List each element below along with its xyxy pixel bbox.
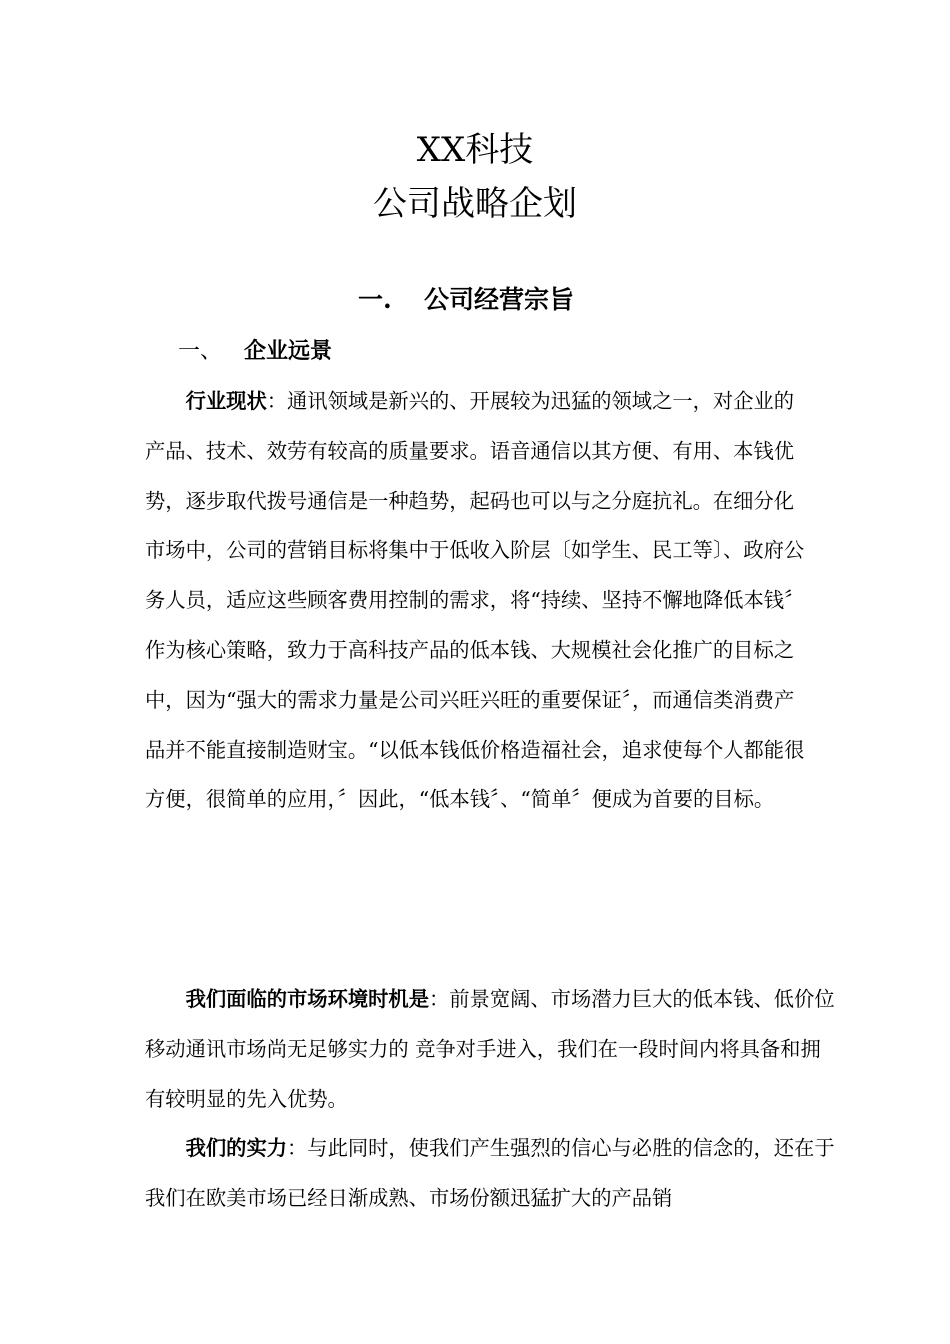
paragraph-our-strength — [145, 1124, 835, 1224]
paragraph-text: ：通讯领域是新兴的、开展较为迅猛的领域之一，对企业的产品、技术、效劳有较高的质量要求。语音通信以其方便、有用、本钱优势，逐步取代拨号通信是一种趋势，起码也可以与之分庭抗礼。在细分化市场中，公司的营销目标将集中于低收入阶层〔如学生、民工等〕、政府公务人员，适应这些顾客费用控制的需求，将“持续、坚持不懈地降低本钱〞作为核心策略，致力于高科技产品的低本钱、大规模社会化推广的目标之中，因为“强大的需求力量是公司兴旺兴旺的重要保证〞，而通信类消费产品并不能直接制造财宝。“以低本钱低价格造福社会，追求使每个人都能很方便，很简单的应用，〞因此，“低本钱〞、“简单〞便成为首要的目标。 — [145, 389, 805, 812]
section-title: 公司经营宗旨 — [424, 285, 575, 314]
subsection-number: 一、 — [178, 339, 223, 364]
subsection-heading — [178, 334, 332, 369]
document-title-plan: 公司战略企划 — [373, 184, 577, 224]
paragraph-industry-status — [145, 377, 813, 825]
paragraph-text: ：与此同时，使我们产生强烈的信心与必胜的信念的，还在于我们在欧美市场已经日渐成熟、市场份额迅猛扩大的产品销 — [145, 1136, 835, 1210]
section-number: 一. — [358, 285, 392, 314]
paragraph-market-opportunity — [145, 975, 835, 1124]
paragraph-label: 行业现状 — [185, 389, 267, 413]
paragraph-text: ：前景宽阔、市场潜力巨大的低本钱、低价位移动通讯市场尚无足够实力的 竞争对手进入，我们在一段时间内将具备和拥有较明显的先入优势。 — [145, 987, 835, 1111]
section-heading — [358, 282, 574, 318]
paragraph-label: 我们的实力 — [185, 1136, 288, 1160]
document-title-company: XX科技 — [416, 130, 534, 170]
subsection-title: 企业远景 — [244, 338, 333, 364]
paragraph-label: 我们面临的市场环境时机是 — [185, 987, 429, 1011]
